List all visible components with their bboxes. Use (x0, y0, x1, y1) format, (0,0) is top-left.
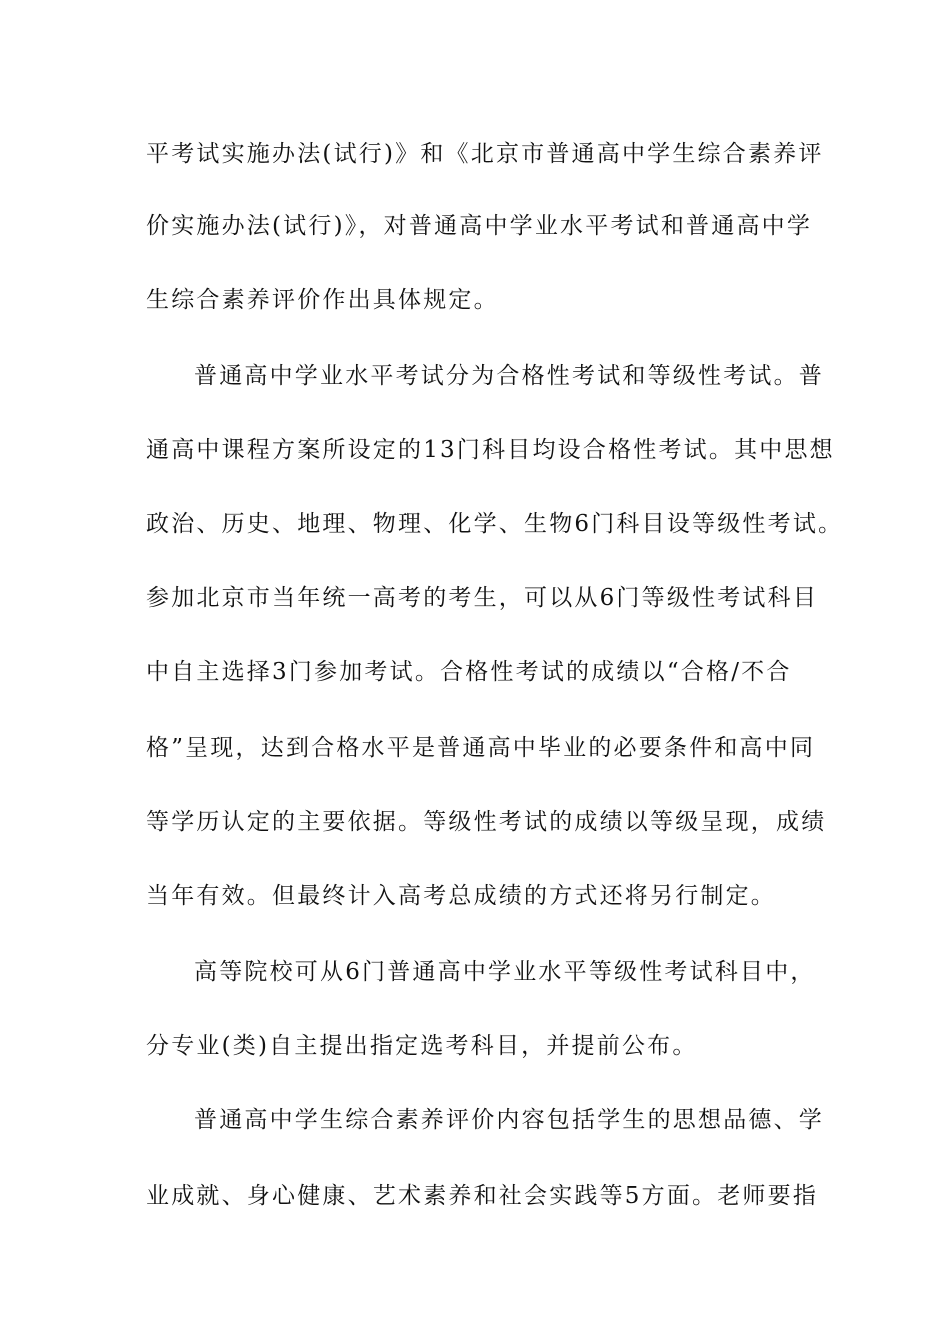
text-line-7: 参加北京市当年统一高考的考生，可以从6门等级性考试科目 (146, 585, 819, 611)
text-line-1: 平考试实施办法(试行)》和《北京市普通高中学生综合素养评 (146, 141, 824, 167)
text-line-14: 普通高中学生综合素养评价内容包括学生的思想品德、学 (194, 1107, 824, 1133)
text-line-13: 分专业(类)自主提出指定选考科目，并提前公布。 (146, 1033, 698, 1059)
text-line-8: 中自主选择3门参加考试。合格性考试的成绩以“合格/不合 (146, 659, 792, 685)
text-line-9: 格”呈现，达到合格水平是普通高中毕业的必要条件和高中同 (146, 735, 816, 761)
text-line-15: 业成就、身心健康、艺术素养和社会实践等5方面。老师要指 (146, 1183, 819, 1209)
text-line-6: 政治、历史、地理、物理、化学、生物6门科目设等级性考试。 (146, 511, 844, 537)
text-line-10: 等学历认定的主要依据。等级性考试的成绩以等级呈现，成绩 (146, 809, 827, 835)
text-line-3: 生综合素养评价作出具体规定。 (146, 287, 499, 313)
text-line-12: 高等院校可从6门普通高中学业水平等级性考试科目中， (194, 959, 816, 985)
text-line-5: 通高中课程方案所设定的13门科目均设合格性考试。其中思想 (146, 437, 835, 463)
text-line-11: 当年有效。但最终计入高考总成绩的方式还将另行制定。 (146, 883, 776, 909)
text-line-2: 价实施办法(试行)》，对普通高中学业水平考试和普通高中学 (146, 213, 813, 239)
text-line-4: 普通高中学业水平考试分为合格性考试和等级性考试。普 (194, 363, 824, 389)
